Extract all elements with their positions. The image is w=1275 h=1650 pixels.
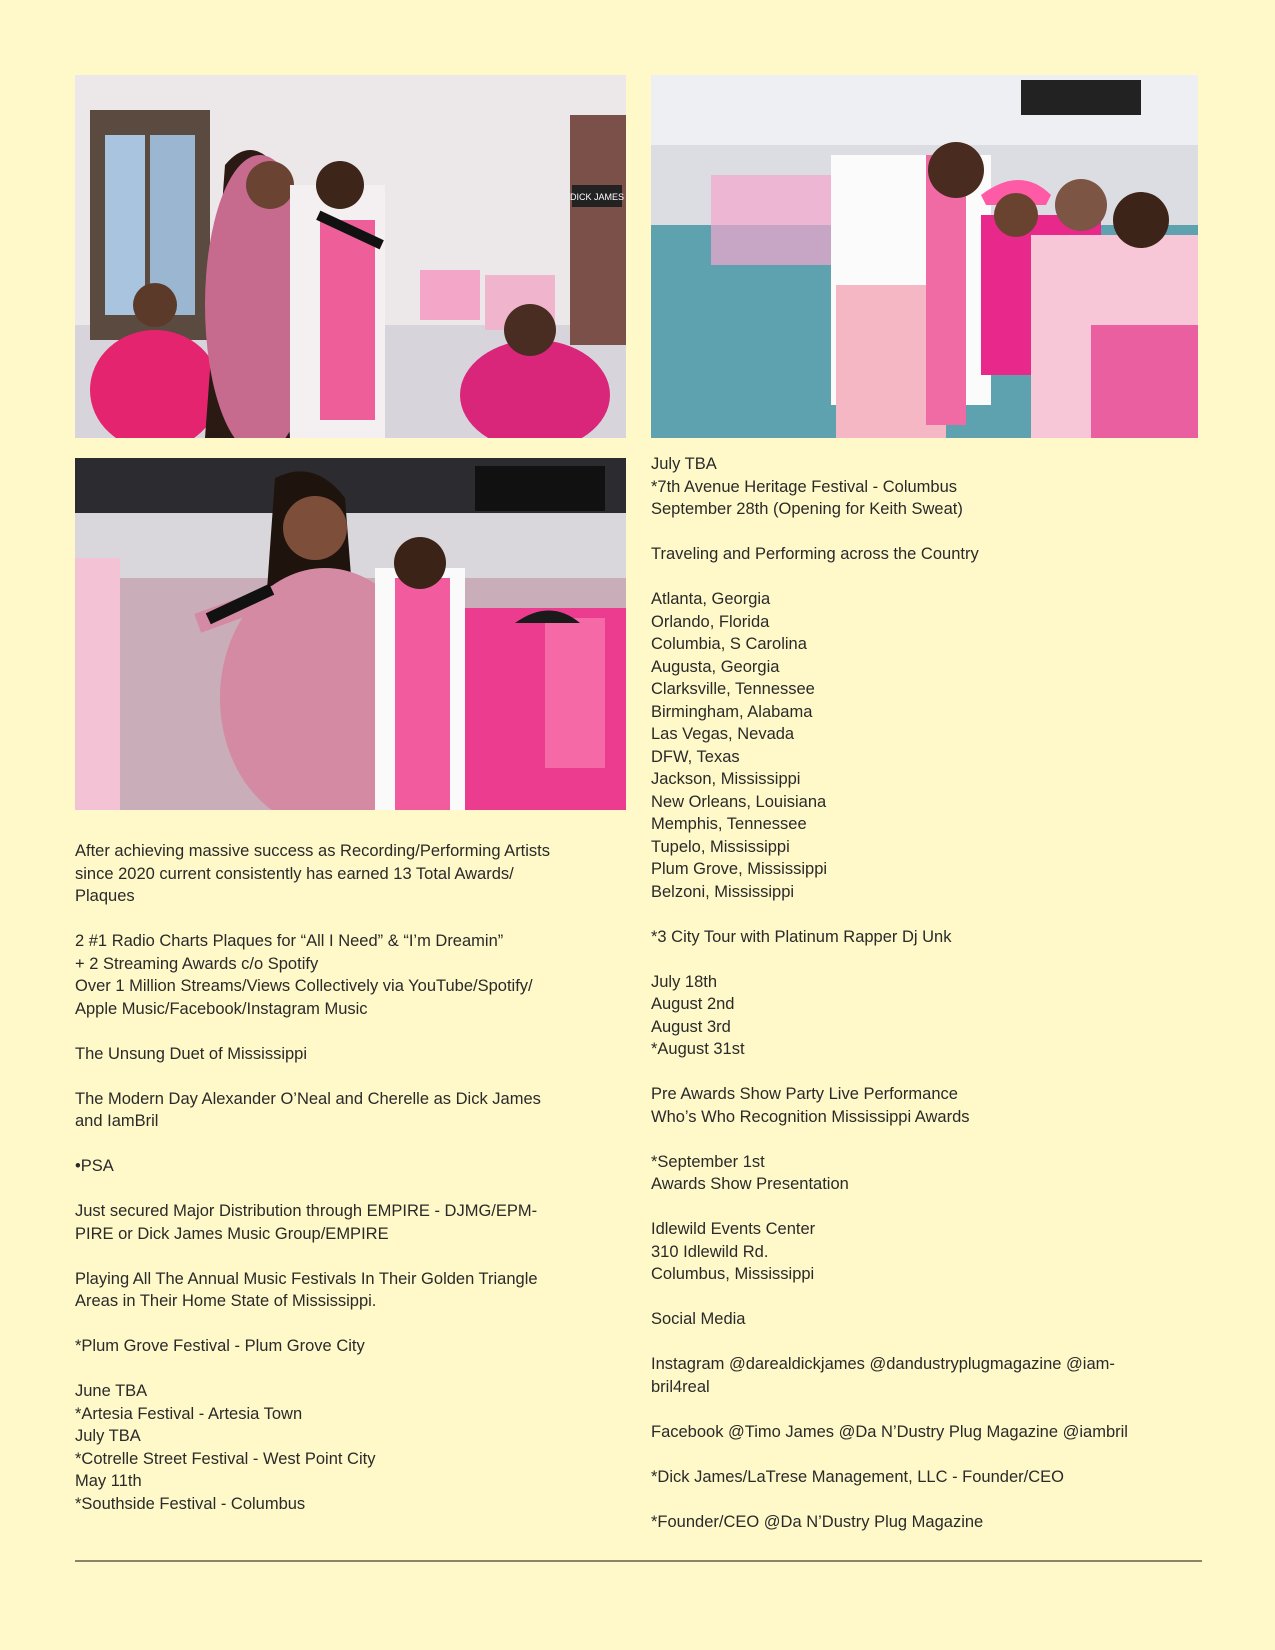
paragraph-gap bbox=[651, 1196, 1206, 1219]
right-text-column bbox=[651, 453, 1206, 1533]
paragraph bbox=[75, 840, 630, 908]
text-line: bril4real bbox=[651, 1377, 710, 1396]
paragraph bbox=[75, 1268, 630, 1313]
paragraph-gap bbox=[651, 566, 1206, 589]
text-line: Belzoni, Mississippi bbox=[651, 882, 795, 901]
paragraph bbox=[75, 1043, 630, 1066]
poster-text: DICK JAMES bbox=[569, 192, 625, 202]
text-line: and IamBril bbox=[75, 1112, 159, 1130]
text-line: *7th Avenue Heritage Festival - Columbus bbox=[651, 477, 958, 496]
paragraph-gap bbox=[651, 948, 1206, 971]
paragraph bbox=[75, 1155, 630, 1178]
text-line: May 11th bbox=[75, 1472, 142, 1490]
paragraph bbox=[651, 1083, 1206, 1128]
text-line: Tupelo, Mississippi bbox=[651, 837, 790, 856]
text-line: + 2 Streaming Awards c/o Spotify bbox=[75, 954, 319, 973]
text-line: Areas in Their Home State of Mississippi. bbox=[75, 1292, 377, 1310]
paragraph bbox=[75, 1335, 630, 1358]
text-line: *August 31st bbox=[651, 1040, 745, 1058]
paragraph bbox=[651, 1421, 1206, 1444]
text-line: *Artesia Festival - Artesia Town bbox=[75, 1404, 303, 1423]
paragraph bbox=[651, 1218, 1206, 1286]
paragraph-gap bbox=[651, 1061, 1206, 1084]
paragraph-gap bbox=[651, 1398, 1206, 1421]
paragraph bbox=[651, 971, 1206, 1061]
paragraph-gap bbox=[75, 1358, 630, 1381]
text-line: July 18th bbox=[651, 972, 718, 991]
paragraph bbox=[75, 1200, 630, 1245]
paragraph-gap bbox=[75, 908, 630, 931]
footer-divider bbox=[75, 1560, 1202, 1562]
text-line: Las Vegas, Nevada bbox=[651, 725, 795, 743]
text-line: Instagram @darealdickjames @dandustryplugmagazine @iam- bbox=[651, 1355, 1115, 1373]
text-line: After achieving massive success as Recording/Performing Artists bbox=[75, 842, 551, 860]
paragraph-gap bbox=[75, 1313, 630, 1336]
paragraph bbox=[651, 588, 1206, 903]
text-line: Plum Grove, Mississippi bbox=[651, 860, 828, 878]
paragraph-gap bbox=[75, 1178, 630, 1201]
text-line: Idlewild Events Center bbox=[651, 1220, 816, 1238]
text-line: Augusta, Georgia bbox=[651, 657, 780, 676]
text-line: Columbia, S Carolina bbox=[651, 635, 807, 653]
paragraph bbox=[75, 930, 630, 1020]
text-line: Facebook @Timo James @Da N’Dustry Plug Magazine @iambril bbox=[651, 1422, 1128, 1441]
text-line: *Plum Grove Festival - Plum Grove City bbox=[75, 1337, 365, 1355]
text-line: Social Media bbox=[651, 1310, 746, 1328]
text-line: Playing All The Annual Music Festivals In Their Golden Triangle bbox=[75, 1269, 538, 1288]
text-line: The Unsung Duet of Mississippi bbox=[75, 1044, 308, 1063]
text-line: Columbus, Mississippi bbox=[651, 1265, 815, 1283]
paragraph-gap bbox=[75, 1245, 630, 1268]
text-line: June TBA bbox=[75, 1382, 148, 1400]
left-text-column bbox=[75, 840, 630, 1515]
text-line: Who’s Who Recognition Mississippi Awards bbox=[651, 1107, 970, 1126]
text-line: DFW, Texas bbox=[651, 747, 740, 766]
paragraph-gap bbox=[651, 521, 1206, 544]
text-line: 310 Idlewild Rd. bbox=[651, 1242, 769, 1261]
paragraph bbox=[75, 1088, 630, 1133]
text-line: Pre Awards Show Party Live Performance bbox=[651, 1085, 958, 1103]
paragraph-gap bbox=[651, 1488, 1206, 1511]
paragraph bbox=[651, 1308, 1206, 1331]
text-line: Over 1 Million Streams/Views Collectively via YouTube/Spotify/ bbox=[75, 977, 533, 995]
paragraph-gap bbox=[651, 1443, 1206, 1466]
text-line: New Orleans, Louisiana bbox=[651, 792, 827, 811]
text-line: •PSA bbox=[75, 1157, 114, 1175]
text-line: PIRE or Dick James Music Group/EMPIRE bbox=[75, 1224, 389, 1243]
paragraph-gap bbox=[651, 1286, 1206, 1309]
paragraph bbox=[75, 1380, 630, 1515]
photo-duet-performing-poster bbox=[75, 75, 626, 438]
text-line: Plaques bbox=[75, 887, 135, 905]
paragraph bbox=[651, 1151, 1206, 1196]
paragraph-gap bbox=[651, 1128, 1206, 1151]
text-line: Orlando, Florida bbox=[651, 612, 770, 631]
text-line: August 3rd bbox=[651, 1017, 731, 1036]
paragraph-gap bbox=[75, 1065, 630, 1088]
text-line: Awards Show Presentation bbox=[651, 1175, 849, 1193]
paragraph-gap bbox=[75, 1133, 630, 1156]
paragraph bbox=[651, 453, 1206, 521]
text-line: Atlanta, Georgia bbox=[651, 590, 771, 608]
text-line: Traveling and Performing across the Country bbox=[651, 545, 979, 563]
text-line: *September 1st bbox=[651, 1152, 765, 1171]
text-line: July TBA bbox=[75, 1427, 141, 1445]
text-line: Memphis, Tennessee bbox=[651, 815, 807, 833]
text-line: Birmingham, Alabama bbox=[651, 702, 813, 721]
text-line: July TBA bbox=[651, 455, 717, 473]
text-line: Clarksville, Tennessee bbox=[651, 680, 815, 698]
paragraph bbox=[651, 1511, 1206, 1534]
text-line: *Dick James/LaTrese Management, LLC - Founder/CEO bbox=[651, 1467, 1064, 1486]
text-line: *Founder/CEO @Da N’Dustry Plug Magazine bbox=[651, 1512, 984, 1531]
text-line: *3 City Tour with Platinum Rapper Dj Unk bbox=[651, 927, 952, 946]
paragraph-gap bbox=[651, 903, 1206, 926]
text-line: September 28th (Opening for Keith Sweat) bbox=[651, 500, 963, 518]
photo-singer-serenading-audience bbox=[651, 75, 1198, 438]
photo-bril-performing bbox=[75, 458, 626, 810]
text-line: Just secured Major Distribution through EMPIRE - DJMG/EPM- bbox=[75, 1202, 538, 1220]
text-line: August 2nd bbox=[651, 995, 735, 1013]
paragraph bbox=[651, 543, 1206, 566]
paragraph bbox=[651, 1466, 1206, 1489]
text-line: Apple Music/Facebook/Instagram Music bbox=[75, 999, 368, 1018]
paragraph bbox=[651, 1353, 1206, 1398]
text-line: 2 #1 Radio Charts Plaques for “All I Need” & “I’m Dreamin” bbox=[75, 932, 504, 950]
text-line: The Modern Day Alexander O’Neal and Cherelle as Dick James bbox=[75, 1089, 541, 1108]
text-line: Jackson, Mississippi bbox=[651, 770, 801, 788]
paragraph bbox=[651, 926, 1206, 949]
paragraph-gap bbox=[651, 1331, 1206, 1354]
text-line: *Southside Festival - Columbus bbox=[75, 1494, 306, 1513]
text-line: *Cotrelle Street Festival - West Point City bbox=[75, 1449, 376, 1468]
paragraph-gap bbox=[75, 1020, 630, 1043]
text-line: since 2020 current consistently has earned 13 Total Awards/ bbox=[75, 864, 514, 883]
